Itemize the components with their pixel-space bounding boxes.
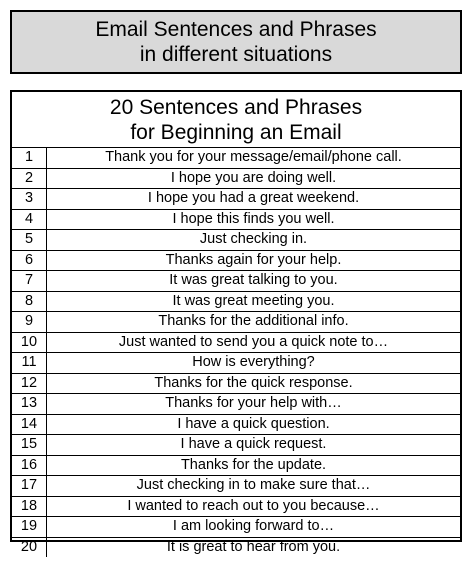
- table-row: [12, 312, 460, 333]
- row-phrase: Thanks for the additional info.: [47, 312, 461, 333]
- table-row: [12, 168, 460, 189]
- table-row: [12, 496, 460, 517]
- table-row: [12, 517, 460, 538]
- row-number: 19: [12, 517, 47, 538]
- row-number: 5: [12, 230, 47, 251]
- row-phrase: Just checking in to make sure that…: [47, 476, 461, 497]
- phrases-list-box: [10, 90, 462, 555]
- list-title: [12, 92, 460, 148]
- row-phrase: I am looking forward to…: [47, 517, 461, 538]
- row-phrase: I wanted to reach out to you because…: [47, 496, 461, 517]
- phrases-table: [12, 148, 460, 557]
- row-number: 17: [12, 476, 47, 497]
- table-row: [12, 373, 460, 394]
- row-number: 20: [12, 537, 47, 557]
- header-title-line1: Email Sentences and Phrases: [95, 18, 377, 41]
- row-phrase: I hope you had a great weekend.: [47, 189, 461, 210]
- row-phrase: It is great to hear from you.: [47, 537, 461, 557]
- row-phrase: Just checking in.: [47, 230, 461, 251]
- table-row: [12, 353, 460, 374]
- row-phrase: I hope you are doing well.: [47, 168, 461, 189]
- table-row: [12, 209, 460, 230]
- table-row: [12, 291, 460, 312]
- row-phrase: I hope this finds you well.: [47, 209, 461, 230]
- row-phrase: I have a quick request.: [47, 435, 461, 456]
- row-number: 9: [12, 312, 47, 333]
- table-row: [12, 414, 460, 435]
- row-number: 4: [12, 209, 47, 230]
- row-phrase: It was great meeting you.: [47, 291, 461, 312]
- header-box: [10, 10, 462, 74]
- row-phrase: Just wanted to send you a quick note to…: [47, 332, 461, 353]
- row-phrase: How is everything?: [47, 353, 461, 374]
- row-phrase: It was great talking to you.: [47, 271, 461, 292]
- row-phrase: Thanks for the update.: [47, 455, 461, 476]
- row-number: 13: [12, 394, 47, 415]
- row-number: 15: [12, 435, 47, 456]
- row-phrase: Thanks for your help with…: [47, 394, 461, 415]
- row-phrase: Thank you for your message/email/phone call.: [105, 149, 402, 166]
- table-row: [12, 332, 460, 353]
- row-number: 3: [12, 189, 47, 210]
- row-number: 2: [12, 168, 47, 189]
- row-phrase: Thanks again for your help.: [47, 250, 461, 271]
- row-number: 8: [12, 291, 47, 312]
- row-number: 11: [12, 353, 47, 374]
- table-row: [12, 148, 460, 168]
- table-row: [12, 476, 460, 497]
- list-title-line1: 20 Sentences and Phrases: [109, 95, 363, 119]
- row-number: 7: [12, 271, 47, 292]
- table-row: [12, 455, 460, 476]
- table-row: [12, 435, 460, 456]
- table-row: [12, 271, 460, 292]
- list-title-line2: for Beginning an Email: [130, 120, 342, 144]
- row-phrase: Thanks for the quick response.: [47, 373, 461, 394]
- row-number: 18: [12, 496, 47, 517]
- table-row: [12, 189, 460, 210]
- row-number: 6: [12, 250, 47, 271]
- table-row: [12, 230, 460, 251]
- table-row: [12, 394, 460, 415]
- table-row: [12, 537, 460, 557]
- row-number: 1: [12, 148, 47, 168]
- header-title-line2: in different situations: [139, 43, 333, 66]
- table-row: [12, 250, 460, 271]
- row-phrase: I have a quick question.: [47, 414, 461, 435]
- row-number: 10: [12, 332, 47, 353]
- row-number: 16: [12, 455, 47, 476]
- row-number: 12: [12, 373, 47, 394]
- row-number: 14: [12, 414, 47, 435]
